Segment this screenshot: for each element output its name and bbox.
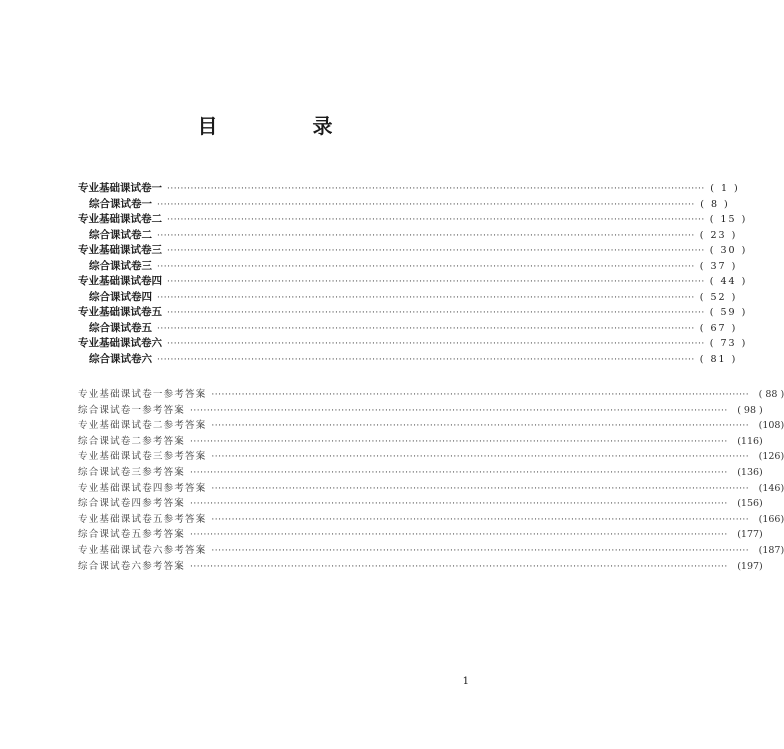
toc-entry-leader-dots: ································································································································································ [190,530,728,541]
toc-entry[interactable] [78,495,763,511]
toc-entry-page-number: ( 52 ) [699,291,738,303]
toc-entry-title: 试卷二参考答案 [110,435,186,447]
toc-entry[interactable] [78,433,763,449]
toc-entry-title: 试卷六 [130,337,162,349]
toc-entry-leader-dots: ································································································································································ [157,199,695,210]
toc-entry-subject: 综合课 [78,498,111,510]
toc-entry-page-number: (126) [758,451,784,463]
toc-entry-title: 试卷五参考答案 [110,529,186,541]
toc-entry-page-number: ( 67 ) [699,322,738,334]
toc-entry-page-number: ( 30 ) [709,245,748,256]
toc-entry-title: 试卷三 [120,259,152,272]
toc-entry-title: 试卷五 [130,306,162,318]
toc-entry-title: 试卷一参考答案 [131,389,207,400]
toc-entry-title: 试卷六参考答案 [131,544,207,556]
toc-entry[interactable] [78,511,784,527]
toc-entry-subject: 综合课 [78,404,111,416]
toc-entry-subject: 综合课 [89,290,121,303]
toc-entry-page-number: (166) [758,513,784,525]
toc-entry-page-number: ( 8 ) [700,198,730,210]
toc-entry-title: 试卷一参考答案 [110,404,186,416]
toc-entry-title: 试卷一 [120,197,152,210]
toc-entry-subject: 专业基础课 [78,182,131,194]
page-title: 目 录 [197,114,377,138]
toc-entry-page-number: (146) [758,482,784,494]
toc-entry-subject: 专业基础课 [78,275,131,287]
toc-entry-page-number: (116) [737,435,763,447]
toc-entry-subject: 专业基础课 [78,420,132,432]
toc-entry-page-number: ( 73 ) [709,338,748,349]
toc-entry-leader-dots: ································································································································································ [190,436,728,447]
toc-entry-leader-dots: ································································································································································ [157,354,695,365]
toc-entry-leader-dots: ································································································································································ [157,230,695,241]
toc-entry[interactable] [78,386,784,402]
toc-entry-subject: 专业基础课 [78,306,131,318]
toc-entry-subject: 专业基础课 [78,389,132,400]
toc-entry-page-number: (177) [737,529,763,541]
toc-entry-leader-dots: ································································································································································ [167,246,705,256]
toc-entry[interactable] [78,258,738,274]
toc-entry-page-number: (187) [758,544,784,556]
toc-entry-title: 试卷三参考答案 [110,466,186,478]
toc-entry-title: 试卷四参考答案 [131,482,207,494]
toc-exams [78,180,748,366]
toc-entry-subject: 综合课 [89,352,121,365]
toc-entry-page-number: ( 15 ) [709,214,748,225]
toc-entry-title: 试卷二参考答案 [131,420,207,432]
toc-entry-page-number: ( 37 ) [699,260,738,272]
toc-entry-title: 试卷六 [120,352,152,365]
toc-entry-leader-dots: ································································································································································ [167,215,705,225]
toc-entry-title: 试卷二 [120,228,152,241]
toc-entry[interactable] [78,402,763,418]
toc-entry-page-number: (136) [737,466,763,478]
toc-entry-title: 试卷一 [130,182,162,194]
toc-entry-leader-dots: ································································································································································ [211,390,750,400]
footer-page-number: 1 [462,676,469,687]
toc-entry-leader-dots: ································································································································································ [167,339,705,349]
toc-entry[interactable] [78,417,784,433]
toc-entry[interactable] [78,480,784,496]
toc-entry-title: 试卷六参考答案 [110,560,186,572]
toc-entry[interactable] [78,180,740,196]
toc-answers [78,386,784,573]
toc-entry[interactable] [78,211,748,227]
toc-entry-title: 试卷四 [130,275,162,287]
toc-entry-leader-dots: ································································································································································ [211,514,750,525]
toc-entry-leader-dots: ································································································································································ [167,184,705,194]
toc-entry-page-number: ( 23 ) [699,229,738,241]
toc-entry[interactable] [78,196,730,212]
toc-entry-subject: 综合课 [78,560,111,572]
toc-entry-leader-dots: ································································································································································ [190,467,728,478]
toc-entry-page-number: (156) [737,498,763,510]
toc-entry-subject: 专业基础课 [78,451,132,463]
toc-entry-subject: 综合课 [78,435,111,447]
toc-entry-title: 试卷二 [130,213,162,225]
toc-entry-title: 试卷四 [120,290,152,303]
toc-entry-leader-dots: ································································································································································ [157,261,695,272]
toc-entry-leader-dots: ································································································································································ [167,277,705,287]
toc-entry[interactable] [78,242,748,258]
toc-entry-subject: 综合课 [89,259,121,272]
toc-entry[interactable] [78,320,738,336]
toc-entry-page-number: (197) [737,560,763,572]
toc-entry-page-number: (108) [758,420,784,432]
toc-entry-subject: 专业基础课 [78,337,131,349]
toc-entry-leader-dots: ································································································································································ [211,421,750,432]
toc-entry[interactable] [78,289,738,305]
toc-entry-title: 试卷五 [120,321,152,334]
toc-entry-title: 试卷五参考答案 [131,513,207,525]
toc-entry[interactable] [78,558,763,574]
toc-entry-subject: 综合课 [78,529,111,541]
toc-entry[interactable] [78,351,738,367]
toc-entry-subject: 综合课 [89,228,121,241]
toc-entry-leader-dots: ································································································································································ [211,483,750,494]
toc-entry-leader-dots: ································································································································································ [190,405,728,416]
toc-entry-subject: 专业基础课 [78,482,132,494]
toc-entry-leader-dots: ································································································································································ [211,545,750,556]
toc-entry-subject: 专业基础课 [78,513,132,525]
toc-entry-leader-dots: ································································································································································ [211,452,750,463]
toc-entry-leader-dots: ································································································································································ [157,323,695,334]
toc-entry[interactable] [78,227,738,243]
toc-entry-title: 试卷四参考答案 [110,498,186,510]
toc-entry-page-number: ( 81 ) [699,353,738,365]
toc-entry-title: 试卷三 [130,244,162,256]
toc-entry-subject: 综合课 [89,321,121,334]
toc-entry[interactable] [78,526,763,542]
toc-entry[interactable] [78,335,748,351]
toc-entry[interactable] [78,448,784,464]
toc-entry[interactable] [78,464,763,480]
toc-entry-leader-dots: ································································································································································ [167,308,705,318]
toc-entry-page-number: ( 88 ) [758,389,784,400]
toc-entry[interactable] [78,542,784,558]
toc-entry-page-number: ( 44 ) [709,276,748,287]
toc-entry-subject: 专业基础课 [78,544,132,556]
toc-entry-subject: 专业基础课 [78,213,131,225]
toc-entry-leader-dots: ································································································································································ [157,292,695,303]
toc-entry-page-number: ( 98 ) [737,404,763,416]
toc-entry-subject: 专业基础课 [78,244,131,256]
toc-entry-title: 试卷三参考答案 [131,451,207,463]
toc-entry[interactable] [78,273,748,289]
toc-entry-subject: 综合课 [89,197,121,210]
toc-entry-subject: 综合课 [78,466,111,478]
toc-entry-page-number: ( 59 ) [709,307,748,318]
toc-entry[interactable] [78,304,748,320]
toc-entry-leader-dots: ································································································································································ [190,561,728,572]
toc-entry-leader-dots: ································································································································································ [190,499,728,510]
toc-entry-page-number: ( 1 ) [710,183,740,194]
